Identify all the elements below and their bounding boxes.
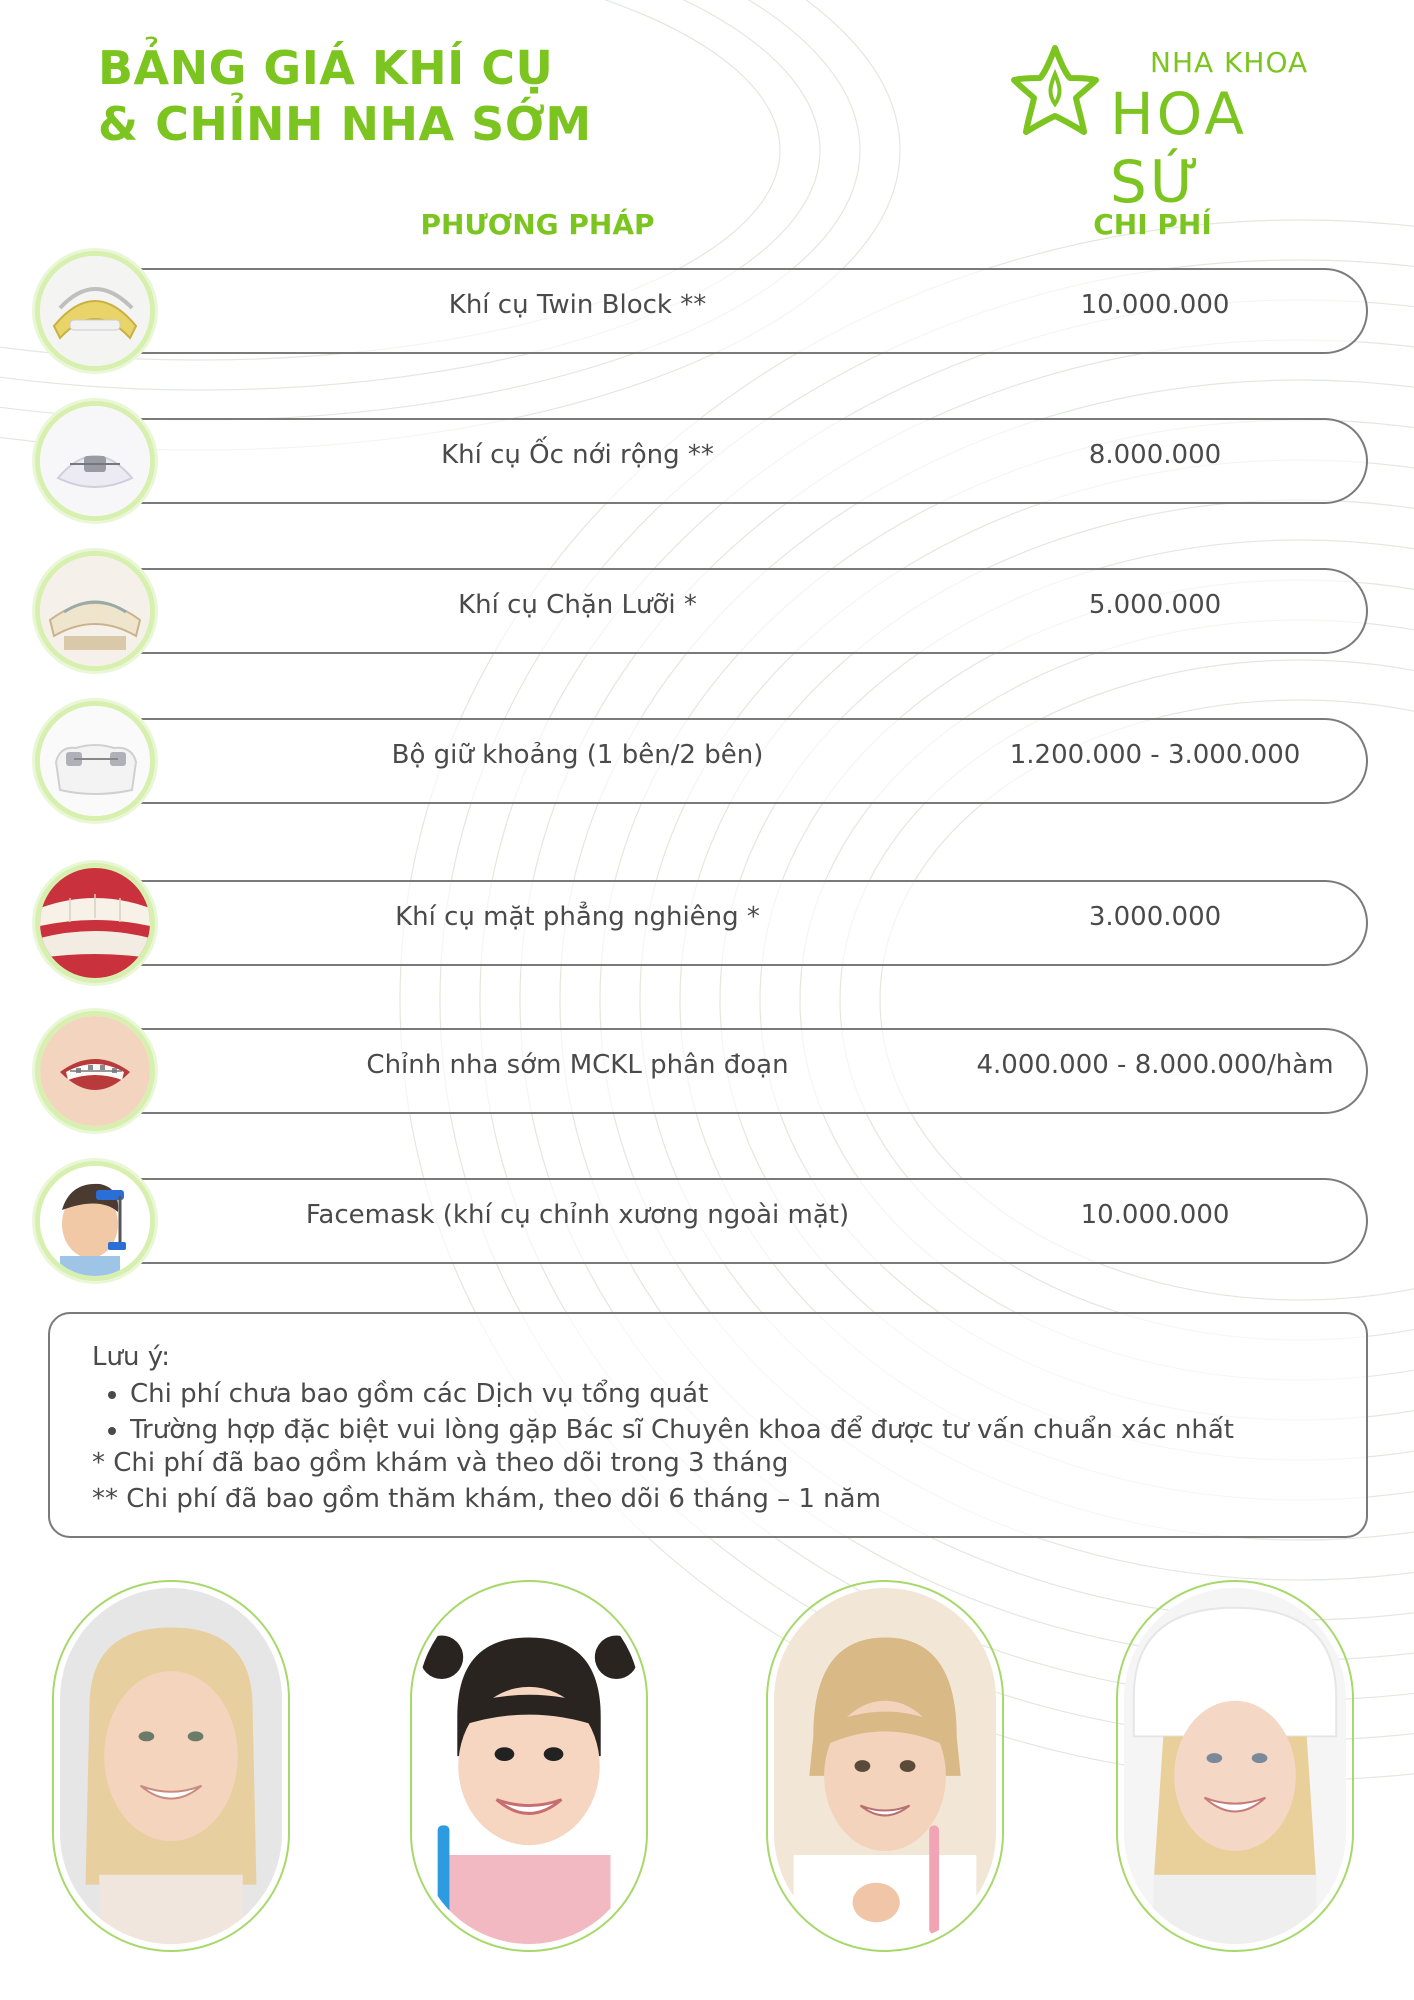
row-method-label: Khí cụ mặt phẳng nghiêng * [395, 902, 760, 932]
row-price-value: 5.000.000 [1088, 590, 1222, 620]
child-photo-3 [766, 1580, 1004, 1952]
tongue-crib-appliance-image [40, 556, 150, 666]
row-method-label: Khí cụ Twin Block ** [448, 290, 707, 320]
note-bullet: • Trường hợp đặc biệt vui lòng gặp Bác sĩ Chuyên khoa để được tư vấn chuẩn xác nhất [130, 1412, 1234, 1448]
price-row [40, 1166, 1370, 1276]
note-footnote-single-star: * Chi phí đã bao gồm khám và theo dõi trong 3 tháng [92, 1448, 789, 1478]
page-title [98, 40, 592, 152]
column-header-method: PHƯƠNG PHÁP [420, 208, 655, 241]
row-method-label: Facemask (khí cụ chỉnh xương ngoài mặt) [305, 1200, 850, 1230]
child-photo-2 [410, 1580, 648, 1952]
price-row [40, 406, 1370, 516]
facemask-child-image [40, 1166, 150, 1276]
row-price-value: 1.200.000 - 3.000.000 [1009, 740, 1301, 770]
incline-plane-teeth-image [40, 868, 150, 978]
flower-star-icon [1010, 44, 1100, 140]
note-bullet-list [98, 1376, 1234, 1448]
row-method-label: Bộ giữ khoảng (1 bên/2 bên) [391, 740, 764, 770]
expansion-screw-appliance-image [40, 406, 150, 516]
row-method-label: Khí cụ Ốc nới rộng ** [441, 440, 714, 470]
child-braces-smile-image [40, 1016, 150, 1126]
price-row [40, 1016, 1370, 1126]
row-price-value: 10.000.000 [1080, 290, 1230, 320]
note-title: Lưu ý: [92, 1342, 170, 1372]
note-box [48, 1312, 1368, 1538]
child-photo-4 [1116, 1580, 1354, 1952]
row-method-label: Chỉnh nha sớm MCKL phân đoạn [366, 1050, 789, 1080]
brand-logo [1010, 44, 1360, 216]
row-price-value: 10.000.000 [1080, 1200, 1230, 1230]
title-line-2: & CHỈNH NHA SỚM [98, 97, 592, 151]
price-row [40, 868, 1370, 978]
note-bullet: • Chi phí chưa bao gồm các Dịch vụ tổng quát [130, 1376, 1234, 1412]
logo-small-text: NHA KHOA [1150, 46, 1309, 79]
price-row [40, 256, 1370, 366]
row-price-value: 3.000.000 [1088, 902, 1222, 932]
twin-block-appliance-image [40, 256, 150, 366]
price-row [40, 706, 1370, 816]
space-maintainer-image [40, 706, 150, 816]
title-line-1: BẢNG GIÁ KHÍ CỤ [98, 41, 554, 95]
row-price-value: 4.000.000 - 8.000.000/hàm [976, 1050, 1334, 1080]
column-header-price: CHI PHÍ [1093, 208, 1212, 241]
price-row [40, 556, 1370, 666]
row-price-value: 8.000.000 [1088, 440, 1222, 470]
logo-big-text: HOA SỨ [1110, 80, 1247, 216]
note-footnote-double-star: ** Chi phí đã bao gồm thăm khám, theo dõi 6 tháng – 1 năm [92, 1484, 881, 1514]
row-method-label: Khí cụ Chặn Lưỡi * [458, 590, 697, 620]
child-photo-1 [52, 1580, 290, 1952]
